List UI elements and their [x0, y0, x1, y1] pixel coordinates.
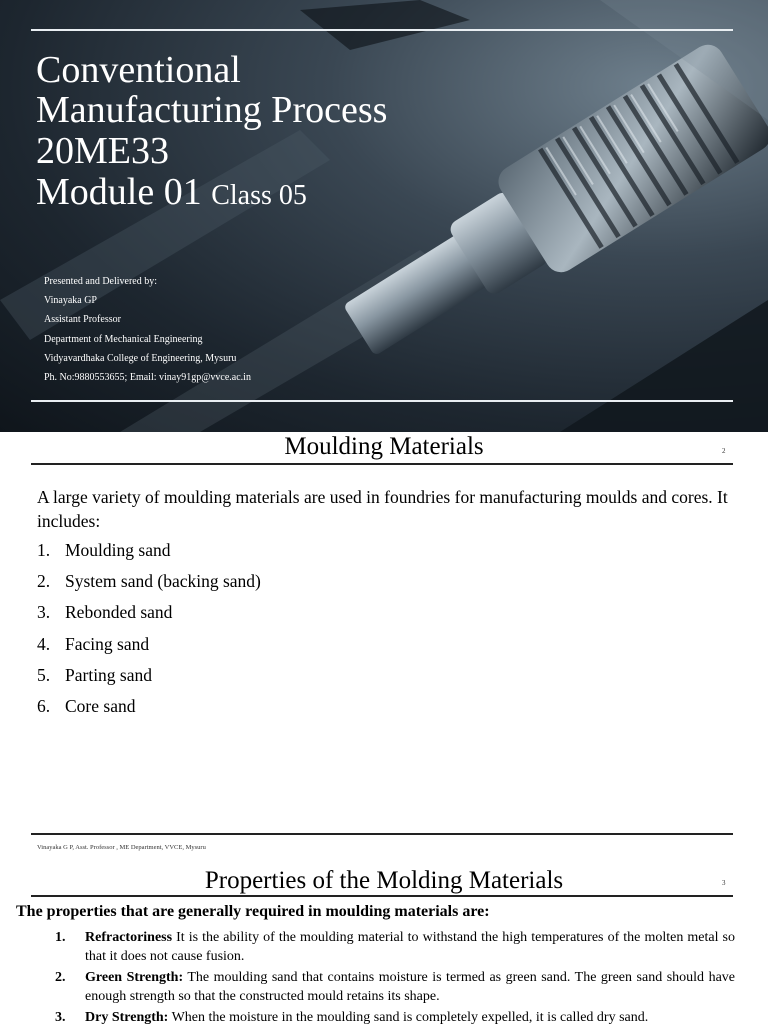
presenter-contact: Ph. No:9880553655; Email: vinay91gp@vvce.ac.in	[44, 372, 251, 384]
materials-list	[37, 538, 261, 725]
list-item: 1. Moulding sand	[37, 540, 171, 560]
property-term: Refractoriness	[85, 930, 173, 945]
title-line-2: Manufacturing Process	[36, 89, 388, 131]
title-rule	[31, 895, 733, 897]
list-item: 1. Refractoriness It is the ability of the moulding material to withstand the high temperatures of the molten metal so that it does not cause fusion.	[55, 930, 735, 964]
title-rule	[31, 463, 733, 465]
list-item: 2. Green Strength: The moulding sand that contains moisture is termed as green sand. The green sand should have enough strength so that the constructed mould retains its shape.	[55, 970, 735, 1004]
bottom-rule	[31, 400, 733, 402]
property-description: The moulding sand that contains moisture is termed as green sand. The green sand should have enough strength so that the constructed mould retains its shape.	[85, 970, 735, 1004]
title-slide	[0, 0, 768, 432]
presenter-heading: Presented and Delivered by:	[44, 276, 158, 287]
presenter-department: Department of Mechanical Engineering	[44, 333, 203, 345]
list-item: 3. Rebonded sand	[37, 602, 173, 623]
slide-footer: Vinayaka G P, Asst. Professor , ME Department, VVCE, Mysuru	[37, 844, 206, 851]
presenter-designation: Assistant Professor	[44, 314, 121, 326]
properties-list	[55, 928, 735, 1024]
property-description: When the moisture in the moulding sand is completely expelled, it is called dry sand.	[168, 1010, 649, 1024]
property-term: Dry Strength:	[85, 1010, 169, 1024]
list-item: 4. Facing sand	[37, 633, 150, 654]
list-item: 5. Parting sand	[37, 664, 153, 685]
moulding-materials-slide	[0, 432, 768, 864]
list-item: 3. Dry Strength: When the moisture in the moulding sand is completely expelled, it is called dry sand.	[55, 1010, 649, 1024]
list-item: 6. Core sand	[37, 695, 136, 716]
top-rule	[31, 29, 733, 31]
list-item: 2. System sand (backing sand)	[37, 571, 261, 592]
class-label: Class 05	[211, 180, 307, 211]
module-line	[36, 172, 307, 216]
page-number: 3	[722, 879, 726, 887]
property-description: It is the ability of the moulding material to withstand the high temperatures of the molten metal so that it does not cause fusion.	[85, 930, 735, 964]
property-term: Green Strength:	[85, 970, 184, 985]
properties-slide	[0, 864, 768, 1024]
course-code: 20ME33	[36, 130, 169, 172]
title-line-1: Conventional	[36, 49, 241, 91]
module-label: Module 01	[36, 171, 202, 213]
properties-intro: The properties that are generally required in moulding materials are:	[16, 903, 490, 920]
presenter-college: Vidyavardhaka College of Engineering, Mysuru	[44, 352, 237, 364]
presenter-info	[44, 272, 251, 387]
slide-title: Moulding Materials	[284, 433, 484, 460]
presenter-name: Vinayaka GP	[44, 295, 97, 307]
footer-rule	[31, 833, 733, 835]
slide-title: Properties of the Molding Materials	[204, 867, 564, 894]
intro-text: A large variety of moulding materials are used in foundries for manufacturing moulds and cores. It includes:	[37, 487, 728, 531]
page-number: 2	[722, 447, 726, 455]
